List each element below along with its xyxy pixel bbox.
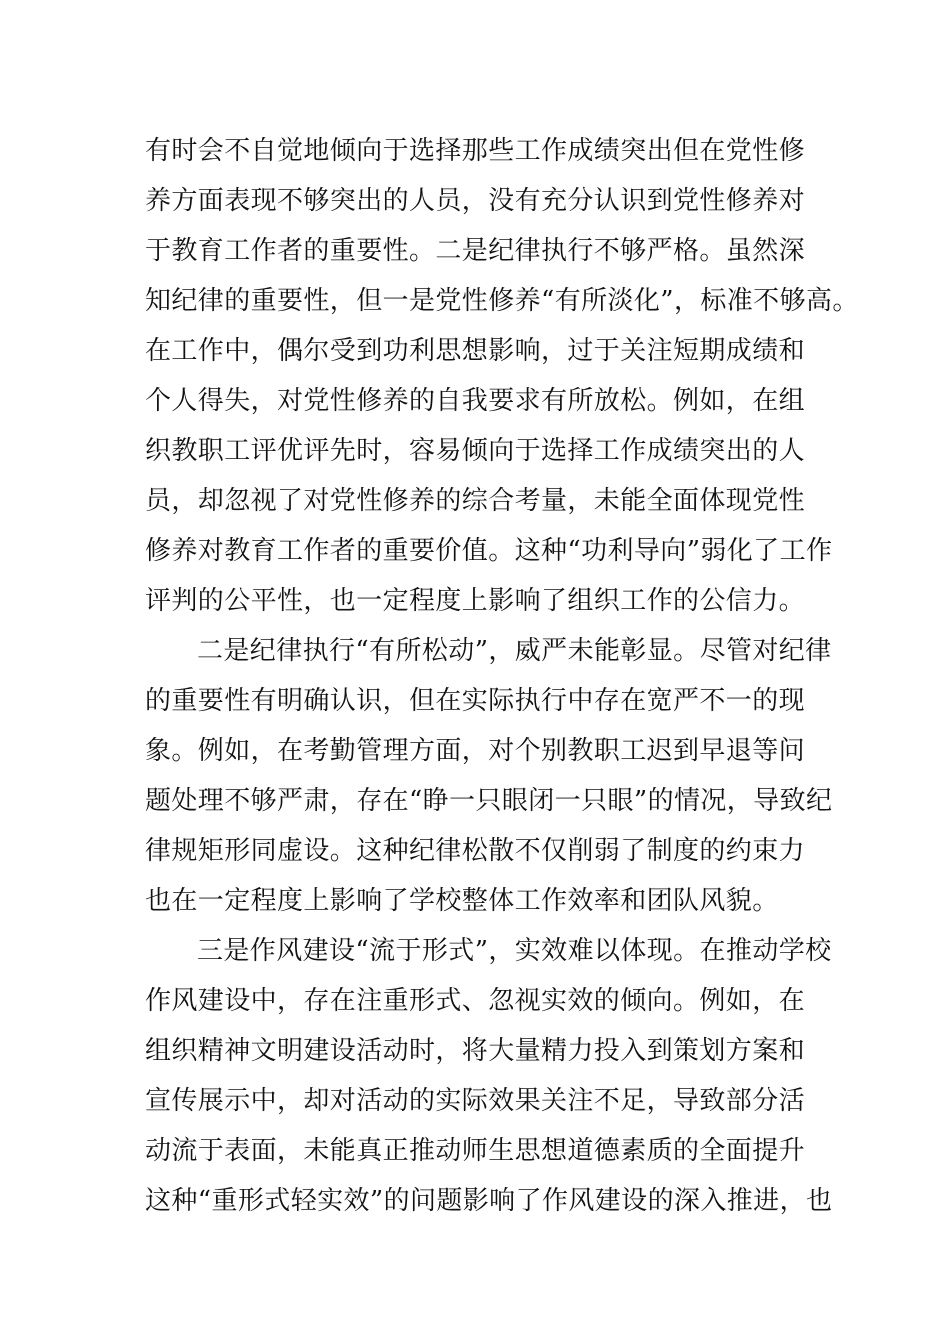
text-line: 知纪律的重要性，但一是党性修养“有所淡化”，标准不够高。: [145, 286, 859, 316]
text-line: 修养对教育工作者的重要价值。这种“功利导向”弱化了工作: [145, 536, 833, 566]
text-line: 组织精神文明建设活动时，将大量精力投入到策划方案和: [145, 1036, 806, 1066]
text-line: 于教育工作者的重要性。二是纪律执行不够严格。虽然深: [145, 236, 806, 266]
text-line: 作风建设中，存在注重形式、忽视实效的倾向。例如，在: [145, 986, 806, 1016]
text-line: 象。例如，在考勤管理方面，对个别教职工迟到早退等问: [145, 736, 806, 766]
text-line: 这种“重形式轻实效”的问题影响了作风建设的深入推进，也: [145, 1186, 833, 1216]
paragraph-first-line: 三是作风建设“流于形式”，实效难以体现。在推动学校: [197, 936, 832, 966]
text-line: 有时会不自觉地倾向于选择那些工作成绩突出但在党性修: [145, 136, 806, 166]
text-line: 动流于表面，未能真正推动师生思想道德素质的全面提升: [145, 1136, 806, 1166]
text-line: 在工作中，偶尔受到功利思想影响，过于关注短期成绩和: [145, 336, 806, 366]
text-line: 的重要性有明确认识，但在实际执行中存在宽严不一的现: [145, 686, 806, 716]
text-line: 员，却忽视了对党性修养的综合考量，未能全面体现党性: [145, 486, 806, 516]
text-line: 织教职工评优评先时，容易倾向于选择工作成绩突出的人: [145, 436, 806, 466]
text-line: 个人得失，对党性修养的自我要求有所放松。例如，在组: [145, 386, 806, 416]
text-line: 也在一定程度上影响了学校整体工作效率和团队风貌。: [145, 886, 779, 916]
text-line: 养方面表现不够突出的人员，没有充分认识到党性修养对: [145, 186, 806, 216]
body-text: [145, 126, 859, 1226]
text-line: 题处理不够严肃，存在“睁一只眼闭一只眼”的情况，导致纪: [145, 786, 833, 816]
paragraph-first-line: 二是纪律执行“有所松动”，威严未能彰显。尽管对纪律: [197, 636, 832, 666]
text-line: 律规矩形同虚设。这种纪律松散不仅削弱了制度的约束力: [145, 836, 806, 866]
text-line: 宣传展示中，却对活动的实际效果关注不足，导致部分活: [145, 1086, 806, 1116]
text-line: 评判的公平性，也一定程度上影响了组织工作的公信力。: [145, 586, 806, 616]
